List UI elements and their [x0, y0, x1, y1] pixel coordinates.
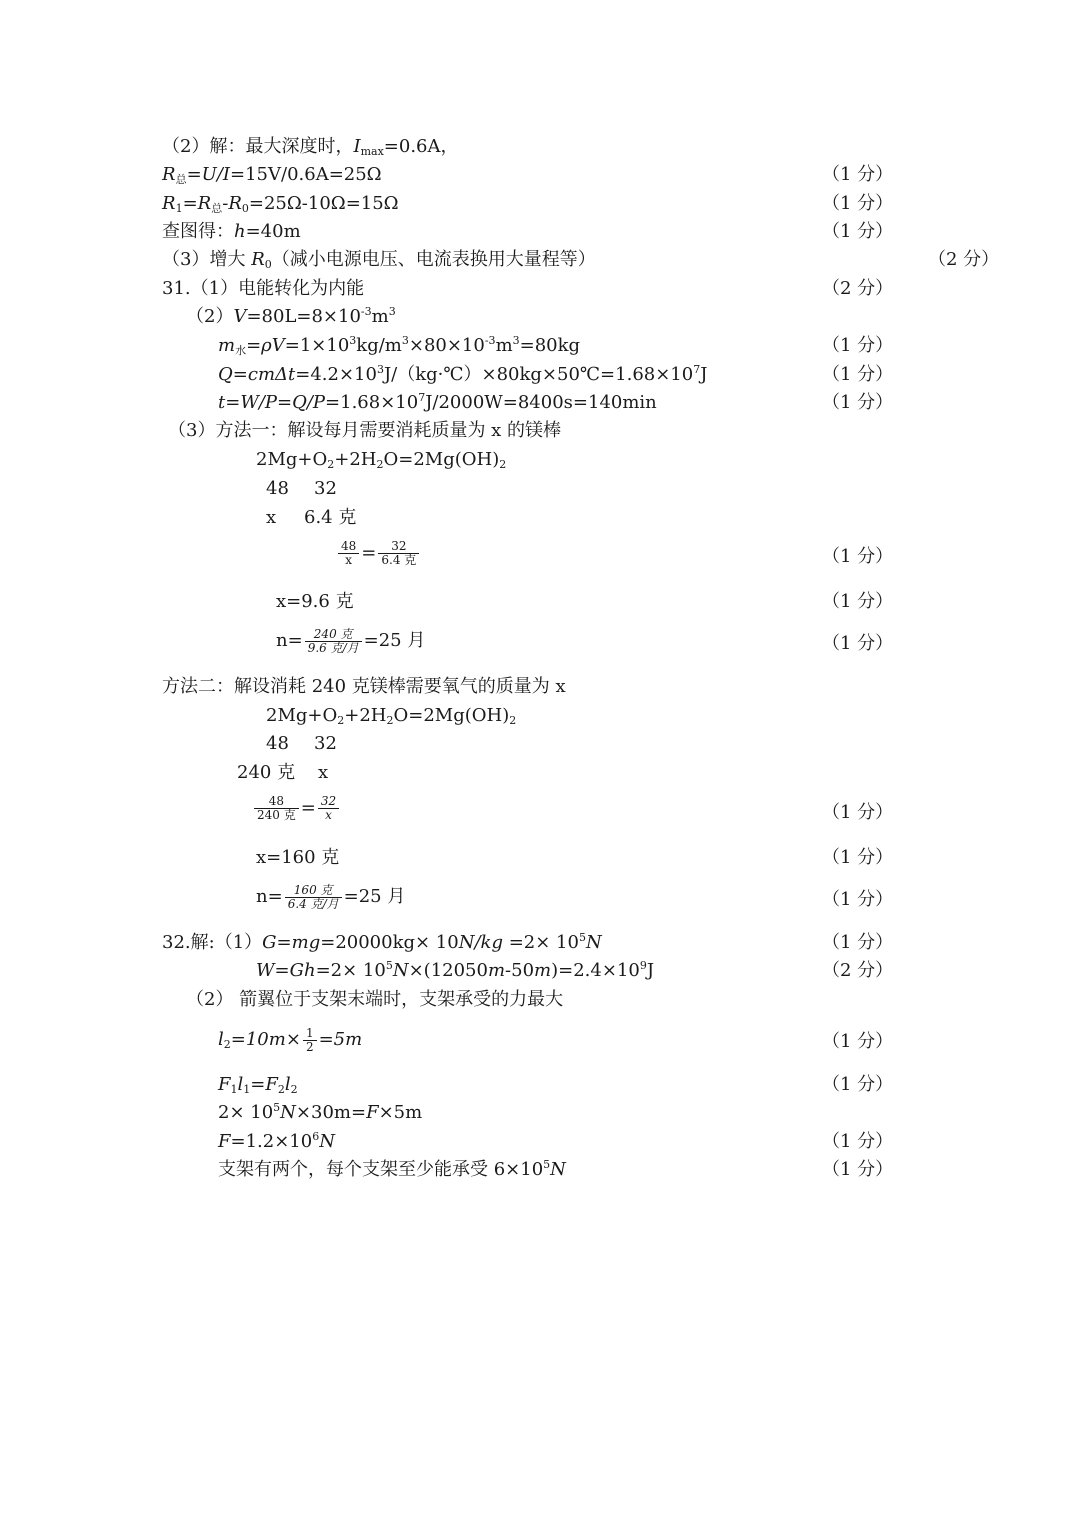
text: O=2Mg(OH)	[393, 705, 510, 726]
text: =25 月	[363, 630, 426, 651]
score: （1 分）	[822, 1159, 894, 1180]
var: h	[234, 221, 246, 242]
subscript: 2	[223, 1038, 231, 1051]
subscript: 2	[509, 714, 517, 727]
var: W	[256, 960, 275, 981]
var: m	[487, 960, 506, 981]
subscript: 0	[264, 258, 272, 271]
score: （1 分）	[822, 364, 894, 385]
numerator: 48	[254, 795, 299, 809]
ratio-row-2b: x	[318, 762, 329, 783]
text: =	[186, 164, 202, 185]
score: （1 分）	[822, 1031, 894, 1052]
numerator: 48	[338, 540, 359, 554]
var: V	[233, 306, 247, 327]
denominator: 6.4 克/月	[287, 896, 339, 911]
var: cmΔt	[247, 364, 296, 385]
text: n=	[276, 630, 303, 651]
superscript: 5	[543, 1158, 551, 1171]
text: n=	[256, 886, 283, 907]
text: =2× 10	[502, 932, 579, 953]
denominator: 240 克	[257, 808, 296, 822]
text: =	[230, 1029, 246, 1050]
superscript: -3	[484, 334, 496, 347]
text: =	[250, 1074, 266, 1095]
fraction	[378, 540, 419, 567]
var: 10m	[245, 1029, 286, 1050]
superscript: 5	[273, 1101, 281, 1114]
text: m	[371, 306, 389, 327]
var: F	[218, 1131, 231, 1152]
score: （1 分）	[822, 889, 894, 910]
superscript: 3	[349, 334, 357, 347]
text: +2H	[334, 449, 377, 470]
text: =1.68×10	[325, 392, 419, 413]
var: R	[162, 164, 176, 185]
subscript: 2	[337, 714, 345, 727]
subscript: 2	[376, 458, 384, 471]
numerator: 32	[378, 540, 419, 554]
var: G	[262, 932, 277, 953]
proportion-equation: $\frac{48}{\text{240 克}}$ = $\frac{32}{x}$	[252, 795, 341, 822]
score: （2 分）	[822, 278, 894, 299]
var: l	[218, 1029, 224, 1050]
subscript: 2	[327, 458, 335, 471]
question-32-2: （2） 箭翼位于支架末端时，支架承受的力最大	[186, 989, 564, 1010]
subscript: 1	[175, 202, 183, 215]
solution-line-30-3	[162, 249, 596, 271]
text: =2× 10	[315, 960, 386, 981]
superscript: 7	[418, 391, 426, 404]
text: J	[646, 960, 655, 981]
text: 2Mg+O	[266, 705, 338, 726]
text: =25Ω-10Ω=15Ω	[248, 193, 399, 214]
superscript: 3	[388, 305, 396, 318]
numerator: 32	[318, 795, 339, 809]
text: =	[182, 193, 198, 214]
ratio-row-1a: 48	[266, 478, 289, 499]
text: J/（kg·℃）×80kg×50℃=1.68×10	[383, 364, 694, 385]
text: =80L=8×10	[246, 306, 361, 327]
score: （1 分）	[822, 193, 894, 214]
solution-line-time: $t=W/P=Q/P=1.68\times 10^7J/2000W=8400s=140\min$	[218, 391, 657, 413]
superscript: 3	[401, 334, 409, 347]
denominator: 6.4 克	[381, 553, 417, 567]
var: ρV	[261, 335, 285, 356]
result-x: x=9.6 克	[276, 591, 354, 612]
var: R	[162, 193, 176, 214]
text: （2）解：最大深度时，	[162, 136, 354, 157]
question-32-1: 32.解:（1）G=mg=20000kg× $10N/kg =2\times 10^5N$	[162, 931, 602, 953]
subscript: 1	[243, 1083, 251, 1096]
var: m	[534, 960, 552, 981]
text: ×(12050	[408, 960, 488, 981]
ratio-row-1a: 48	[266, 733, 289, 754]
superscript: 3	[512, 334, 520, 347]
text: （3）增大	[162, 249, 252, 270]
text: )=2.4×10	[551, 960, 640, 981]
text: ×30m=	[295, 1102, 367, 1123]
score: （1 分）	[822, 802, 894, 823]
var: m	[345, 1029, 363, 1050]
solution-line-r1: $R_1=R_总-R_0=25\Omega-10\Omega=15\Omega$	[162, 193, 399, 215]
superscript: 6	[312, 1130, 320, 1143]
chemical-equation	[256, 449, 506, 471]
var: N	[550, 1159, 566, 1180]
text: =0.6A，	[383, 136, 459, 157]
text: 2Mg+O	[256, 449, 328, 470]
subscript: 2	[386, 714, 394, 727]
var: N	[585, 932, 602, 953]
denominator: 9.6 克/月	[307, 640, 359, 655]
result-n	[276, 626, 425, 656]
text: 2× 10	[218, 1102, 274, 1123]
solution-line-lookup	[162, 221, 301, 243]
result-n	[256, 882, 405, 912]
chemical-equation	[266, 705, 516, 727]
text: kg/m	[356, 335, 402, 356]
text: +2H	[344, 705, 387, 726]
superscript: 5	[385, 959, 393, 972]
text: 查图得：	[162, 221, 234, 242]
score: （1 分）	[822, 164, 894, 185]
subscript: max	[360, 145, 384, 158]
numerator: 1	[303, 1027, 317, 1041]
superscript: 7	[693, 363, 701, 376]
denominator: 2	[305, 1039, 314, 1054]
solution-line-heat: $Q=cm\Delta t=4.2\times 10^3J/(kg\cdot℃)\times 80kg\times 50℃=1.68\times 10^7J$	[218, 363, 708, 385]
var: N	[392, 960, 409, 981]
solution-line-work: $W=Gh=2\times 10^5N\times(12050m-50m)=2.4\times 10^9J$	[256, 959, 655, 981]
conclusion	[218, 1159, 566, 1181]
lever-principle	[218, 1074, 298, 1096]
subscript: 总	[211, 202, 223, 215]
text: ×	[285, 1029, 301, 1050]
var: l	[237, 1074, 244, 1095]
var: U/I	[201, 164, 231, 185]
score: （1 分）	[822, 1074, 894, 1095]
denominator: x	[325, 808, 332, 822]
text: =25 月	[343, 886, 406, 907]
subscript: 2	[290, 1083, 298, 1096]
score: （1 分）	[822, 633, 894, 654]
text: （减小电源电压、电流表换用大量程等）	[271, 249, 596, 270]
text: =40m	[245, 221, 301, 242]
var: mg	[291, 932, 321, 953]
var: N	[280, 1102, 296, 1123]
superscript: 9	[639, 959, 647, 972]
var: W/P=Q/P	[240, 392, 326, 413]
var: N	[319, 1131, 335, 1152]
var: N/kg	[458, 932, 503, 953]
subscript: 0	[241, 202, 249, 215]
superscript: -3	[360, 305, 372, 318]
numerator: 160 克	[285, 884, 342, 898]
score: （1 分）	[822, 221, 894, 242]
var: I	[353, 136, 361, 157]
ratio-row-2a: x	[266, 507, 277, 528]
score: （2 分）	[822, 960, 894, 981]
var: F	[265, 1074, 278, 1095]
var: Gh	[289, 960, 316, 981]
ratio-row-2b: 6.4 克	[304, 507, 357, 528]
score: （1 分）	[822, 847, 894, 868]
var: =5	[318, 1029, 346, 1050]
text: J	[700, 364, 708, 385]
text: =15V/0.6A=25Ω	[230, 164, 382, 185]
superscript: 3	[376, 363, 384, 376]
text: ×80×10	[408, 335, 485, 356]
subscript: 总	[175, 173, 187, 186]
solution-line-arm	[218, 1024, 362, 1056]
method-one-heading: （3）方法一：解设每月需要消耗质量为 x 的镁棒	[168, 420, 562, 441]
fraction	[303, 1027, 317, 1054]
subscript: 2	[499, 458, 507, 471]
var: Q	[218, 364, 233, 385]
subscript: 水	[235, 344, 247, 357]
text: ×5m	[378, 1102, 423, 1123]
text: =4.2×10	[295, 364, 377, 385]
text: =1×10	[284, 335, 350, 356]
result-x: x=160 克	[256, 847, 340, 868]
text: =20000kg× 10	[320, 932, 459, 953]
lever-substitution	[218, 1102, 422, 1124]
solution-line-30-2	[162, 136, 459, 158]
subscript: 2	[277, 1083, 285, 1096]
subscript: 1	[230, 1083, 238, 1096]
solution-line-r-total	[162, 164, 382, 186]
score: （1 分）	[822, 335, 894, 356]
score: （1 分）	[822, 932, 894, 953]
superscript: 5	[578, 931, 586, 944]
fraction	[305, 628, 362, 655]
var: R	[251, 249, 265, 270]
score: （1 分）	[822, 546, 894, 567]
ratio-row-1b: 32	[314, 733, 337, 754]
text: J/2000W=8400s=140min	[425, 392, 657, 413]
text: m	[495, 335, 513, 356]
score: （1 分）	[822, 1131, 894, 1152]
result-force	[218, 1131, 335, 1153]
method-two-heading: 方法二：解设消耗 240 克镁棒需要氧气的质量为 x	[162, 676, 566, 697]
ratio-row-2a: 240 克	[237, 762, 296, 783]
text: 支架有两个，每个支架至少能承受 6×10	[218, 1159, 544, 1180]
var: t	[218, 392, 226, 413]
text: =1.2×10	[230, 1131, 313, 1152]
var: F	[366, 1102, 379, 1123]
var: R	[197, 193, 212, 214]
var: l	[284, 1074, 291, 1095]
fraction	[254, 795, 299, 822]
fraction	[285, 884, 342, 911]
solution-line-mass: $m_水=\rho V=1\times 10^3kg/m^3\times 80\times 10^{-3}m^3=80kg$	[218, 334, 581, 357]
var: F	[218, 1074, 231, 1095]
text: -50	[505, 960, 535, 981]
text: O=2Mg(OH)	[383, 449, 500, 470]
var: R	[228, 193, 242, 214]
score: （1 分）	[822, 392, 894, 413]
denominator: x	[345, 553, 353, 567]
text: =80kg	[519, 335, 581, 356]
fraction	[318, 795, 339, 822]
question-31-2	[186, 306, 396, 328]
fraction	[338, 540, 359, 567]
numerator: 240 克	[305, 628, 362, 642]
score: （2 分）	[928, 249, 1000, 270]
var: m	[218, 335, 236, 356]
question-31-1: 31.（1）电能转化为内能	[162, 278, 365, 299]
ratio-row-1b: 32	[314, 478, 337, 499]
text: （2）	[186, 306, 234, 327]
score: （1 分）	[822, 591, 894, 612]
proportion-equation: $\frac{48}{x}$ = $\frac{32}{\text{6.4 克}}$	[336, 540, 421, 567]
text: 32.解:（1）	[162, 932, 263, 953]
